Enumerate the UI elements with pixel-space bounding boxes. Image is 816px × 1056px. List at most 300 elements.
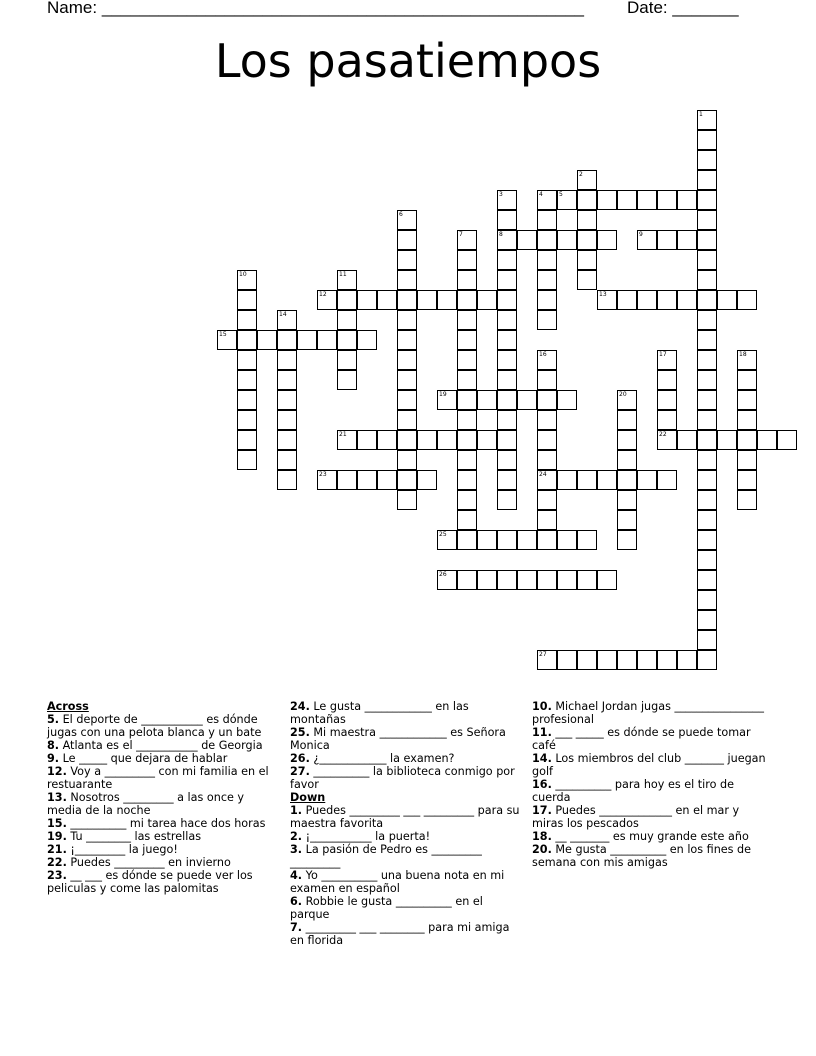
grid-cell[interactable] [377, 470, 397, 490]
grid-cell[interactable] [697, 110, 717, 130]
grid-cell[interactable] [397, 270, 417, 290]
grid-cell[interactable] [577, 650, 597, 670]
grid-cell[interactable] [397, 490, 417, 510]
across-clue [47, 843, 277, 856]
grid-cell[interactable] [417, 290, 437, 310]
grid-cell[interactable] [497, 290, 517, 310]
grid-cell[interactable] [537, 310, 557, 330]
down-clue [290, 843, 522, 869]
grid-cell[interactable] [537, 470, 557, 490]
grid-cell[interactable] [697, 350, 717, 370]
grid-cell[interactable] [277, 370, 297, 390]
down-clue [290, 869, 522, 895]
name-label-text: Name: [47, 0, 98, 17]
grid-cell[interactable] [697, 450, 717, 470]
clues-column-1 [47, 700, 277, 895]
grid-cell[interactable] [677, 650, 697, 670]
grid-cell[interactable] [537, 210, 557, 230]
clue-text: __________ mi tarea hace dos horas [66, 817, 266, 830]
name-field[interactable]: ___________________________________________________ [101, 0, 584, 17]
across-clue [290, 700, 522, 726]
grid-cell[interactable] [557, 230, 577, 250]
grid-cell[interactable] [697, 650, 717, 670]
grid-cell[interactable] [637, 650, 657, 670]
grid-cell[interactable] [537, 370, 557, 390]
clue-number: 12 [319, 291, 327, 298]
grid-cell[interactable] [737, 370, 757, 390]
grid-cell[interactable] [557, 390, 577, 410]
clue-text: __________ para hoy es el tiro de cuerda [532, 778, 735, 804]
grid-cell[interactable] [337, 430, 357, 450]
across-clue [290, 726, 522, 752]
grid-cell[interactable] [577, 250, 597, 270]
grid-cell[interactable] [237, 370, 257, 390]
clue-number: 11 [339, 271, 347, 278]
clue-number-label: 22. [47, 856, 67, 869]
grid-cell[interactable] [497, 370, 517, 390]
clue-number: 2 [579, 171, 583, 178]
grid-cell[interactable] [697, 210, 717, 230]
grid-cell[interactable] [237, 430, 257, 450]
down-clue [532, 778, 766, 804]
grid-cell[interactable] [457, 230, 477, 250]
grid-cell[interactable] [697, 530, 717, 550]
clue-number: 21 [339, 431, 347, 438]
grid-cell[interactable] [397, 310, 417, 330]
grid-cell[interactable] [537, 410, 557, 430]
grid-cell[interactable] [317, 330, 337, 350]
grid-cell[interactable] [697, 370, 717, 390]
grid-cell[interactable] [537, 190, 557, 210]
grid-cell[interactable] [617, 290, 637, 310]
grid-cell[interactable] [437, 390, 457, 410]
grid-cell[interactable] [657, 410, 677, 430]
grid-cell[interactable] [657, 230, 677, 250]
clue-number: 26 [439, 571, 447, 578]
grid-cell[interactable] [397, 350, 417, 370]
grid-cell[interactable] [397, 390, 417, 410]
grid-cell[interactable] [617, 430, 637, 450]
grid-cell[interactable] [537, 390, 557, 410]
grid-cell[interactable] [697, 470, 717, 490]
grid-cell[interactable] [657, 190, 677, 210]
grid-cell[interactable] [697, 610, 717, 630]
clue-number-label: 11. [532, 726, 552, 739]
grid-cell[interactable] [497, 390, 517, 410]
grid-cell[interactable] [577, 170, 597, 190]
clue-text: Tu ________ las estrellas [66, 830, 202, 843]
clue-number: 10 [239, 271, 247, 278]
grid-cell[interactable] [277, 310, 297, 330]
clue-number: 3 [499, 191, 503, 198]
grid-cell[interactable] [677, 230, 697, 250]
grid-cell[interactable] [517, 570, 537, 590]
grid-cell[interactable] [377, 430, 397, 450]
grid-cell[interactable] [697, 630, 717, 650]
clue-text: Me gusta __________ en los fines de semana con mis amigas [532, 843, 752, 869]
clue-text: Voy a _________ con mi familia en el restuarante [47, 765, 269, 791]
grid-cell[interactable] [717, 430, 737, 450]
grid-cell[interactable] [657, 650, 677, 670]
grid-cell[interactable] [597, 190, 617, 210]
grid-cell[interactable] [757, 430, 777, 450]
grid-cell[interactable] [537, 490, 557, 510]
across-clue [47, 869, 277, 895]
grid-cell[interactable] [697, 590, 717, 610]
grid-cell[interactable] [237, 350, 257, 370]
down-clue-list-continued [532, 700, 766, 869]
grid-cell[interactable] [697, 490, 717, 510]
grid-cell[interactable] [457, 430, 477, 450]
grid-cell[interactable] [497, 270, 517, 290]
grid-cell[interactable] [317, 290, 337, 310]
grid-cell[interactable] [497, 470, 517, 490]
grid-cell[interactable] [617, 470, 637, 490]
grid-cell[interactable] [497, 530, 517, 550]
clue-number-label: 21. [47, 843, 67, 856]
grid-cell[interactable] [497, 190, 517, 210]
grid-cell[interactable] [697, 510, 717, 530]
clue-number-label: 15. [47, 817, 67, 830]
grid-cell[interactable] [317, 470, 337, 490]
grid-cell[interactable] [637, 470, 657, 490]
date-label-text: Date: [627, 0, 668, 17]
grid-cell[interactable] [617, 650, 637, 670]
grid-cell[interactable] [597, 290, 617, 310]
grid-cell[interactable] [257, 330, 277, 350]
grid-cell[interactable] [237, 410, 257, 430]
grid-cell[interactable] [737, 450, 757, 470]
grid-cell[interactable] [437, 530, 457, 550]
grid-cell[interactable] [497, 570, 517, 590]
down-clue [532, 804, 766, 830]
grid-cell[interactable] [457, 310, 477, 330]
across-clue [47, 765, 277, 791]
grid-cell[interactable] [457, 290, 477, 310]
grid-cell[interactable] [577, 210, 597, 230]
down-clue [290, 921, 522, 947]
grid-cell[interactable] [477, 390, 497, 410]
grid-cell[interactable] [737, 410, 757, 430]
grid-cell[interactable] [457, 370, 477, 390]
grid-cell[interactable] [617, 510, 637, 530]
grid-cell[interactable] [597, 470, 617, 490]
grid-cell[interactable] [657, 350, 677, 370]
grid-cell[interactable] [617, 390, 637, 410]
clue-number-label: 19. [47, 830, 67, 843]
clue-text: ¿____________ la examen? [309, 752, 455, 765]
grid-cell[interactable] [677, 290, 697, 310]
grid-cell[interactable] [237, 390, 257, 410]
grid-cell[interactable] [457, 410, 477, 430]
grid-cell[interactable] [337, 330, 357, 350]
grid-cell[interactable] [397, 470, 417, 490]
clue-number-label: 24. [290, 700, 310, 713]
clue-text: Puedes _________ ___ _________ para su maestra favorita [290, 804, 520, 830]
grid-cell[interactable] [497, 350, 517, 370]
grid-cell[interactable] [457, 250, 477, 270]
grid-cell[interactable] [457, 570, 477, 590]
clue-number-label: 12. [47, 765, 67, 778]
grid-cell[interactable] [697, 390, 717, 410]
grid-cell[interactable] [657, 290, 677, 310]
grid-cell[interactable] [237, 330, 257, 350]
grid-cell[interactable] [537, 510, 557, 530]
grid-cell[interactable] [337, 270, 357, 290]
grid-cell[interactable] [497, 310, 517, 330]
grid-cell[interactable] [617, 410, 637, 430]
grid-cell[interactable] [617, 190, 637, 210]
grid-cell[interactable] [337, 350, 357, 370]
grid-cell[interactable] [537, 350, 557, 370]
grid-cell[interactable] [437, 290, 457, 310]
grid-cell[interactable] [217, 330, 237, 350]
grid-cell[interactable] [277, 350, 297, 370]
grid-cell[interactable] [437, 430, 457, 450]
grid-cell[interactable] [357, 470, 377, 490]
across-clue [47, 739, 277, 752]
grid-cell[interactable] [397, 210, 417, 230]
grid-cell[interactable] [697, 430, 717, 450]
grid-cell[interactable] [277, 470, 297, 490]
grid-cell[interactable] [697, 310, 717, 330]
across-clue-list-continued [290, 700, 522, 791]
across-heading: Across [47, 700, 89, 713]
grid-cell[interactable] [537, 650, 557, 670]
grid-cell[interactable] [237, 450, 257, 470]
clue-number: 22 [659, 431, 667, 438]
clue-text: ¡___________ la puerta! [302, 830, 431, 843]
grid-cell[interactable] [497, 250, 517, 270]
grid-cell[interactable] [617, 450, 637, 470]
grid-cell[interactable] [497, 230, 517, 250]
grid-cell[interactable] [517, 390, 537, 410]
grid-cell[interactable] [277, 430, 297, 450]
clues-column-2 [290, 700, 522, 947]
grid-cell[interactable] [697, 290, 717, 310]
grid-cell[interactable] [697, 250, 717, 270]
grid-cell[interactable] [697, 130, 717, 150]
grid-cell[interactable] [737, 470, 757, 490]
grid-cell[interactable] [697, 550, 717, 570]
grid-cell[interactable] [397, 290, 417, 310]
grid-cell[interactable] [457, 450, 477, 470]
clue-number-label: 27. [290, 765, 310, 778]
grid-cell[interactable] [737, 390, 757, 410]
grid-cell[interactable] [237, 290, 257, 310]
grid-cell[interactable] [457, 490, 477, 510]
clue-text: __ _______ es muy grande este año [551, 830, 749, 843]
clue-number: 23 [319, 471, 327, 478]
clue-number-label: 17. [532, 804, 552, 817]
grid-cell[interactable] [577, 570, 597, 590]
grid-cell[interactable] [537, 570, 557, 590]
grid-cell[interactable] [497, 450, 517, 470]
clue-number-label: 13. [47, 791, 67, 804]
grid-cell[interactable] [737, 290, 757, 310]
grid-cell[interactable] [617, 490, 637, 510]
grid-cell[interactable] [337, 310, 357, 330]
clue-number-label: 4. [290, 869, 303, 882]
clue-number: 5 [559, 191, 563, 198]
grid-cell[interactable] [557, 530, 577, 550]
grid-cell[interactable] [397, 250, 417, 270]
grid-cell[interactable] [737, 490, 757, 510]
clue-text: Robbie le gusta __________ en el parque [290, 895, 483, 921]
grid-cell[interactable] [597, 570, 617, 590]
grid-cell[interactable] [697, 230, 717, 250]
grid-cell[interactable] [637, 290, 657, 310]
grid-cell[interactable] [357, 430, 377, 450]
grid-cell[interactable] [277, 450, 297, 470]
grid-cell[interactable] [237, 270, 257, 290]
grid-cell[interactable] [397, 450, 417, 470]
grid-cell[interactable] [537, 230, 557, 250]
grid-cell[interactable] [537, 430, 557, 450]
down-clue [290, 830, 522, 843]
grid-cell[interactable] [417, 470, 437, 490]
grid-cell[interactable] [437, 570, 457, 590]
grid-cell[interactable] [597, 230, 617, 250]
grid-cell[interactable] [457, 350, 477, 370]
clue-text: ¡_________ la juego! [66, 843, 178, 856]
grid-cell[interactable] [397, 330, 417, 350]
clue-text: _________ ___ ________ para mi amiga en florida [290, 921, 510, 947]
grid-cell[interactable] [657, 390, 677, 410]
grid-cell[interactable] [457, 270, 477, 290]
grid-cell[interactable] [397, 370, 417, 390]
grid-cell[interactable] [717, 290, 737, 310]
grid-cell[interactable] [577, 270, 597, 290]
clue-text: Atlanta es el ___________ de Georgia [59, 739, 263, 752]
grid-cell[interactable] [417, 430, 437, 450]
grid-cell[interactable] [377, 290, 397, 310]
grid-cell[interactable] [697, 330, 717, 350]
grid-cell[interactable] [337, 290, 357, 310]
grid-cell[interactable] [477, 430, 497, 450]
grid-cell[interactable] [537, 450, 557, 470]
grid-cell[interactable] [697, 150, 717, 170]
grid-cell[interactable] [577, 470, 597, 490]
grid-cell[interactable] [697, 410, 717, 430]
grid-cell[interactable] [457, 470, 477, 490]
grid-cell[interactable] [397, 230, 417, 250]
grid-cell[interactable] [577, 190, 597, 210]
down-clue [532, 843, 766, 869]
clue-number: 4 [539, 191, 543, 198]
grid-cell[interactable] [517, 530, 537, 550]
grid-cell[interactable] [497, 210, 517, 230]
down-clue [532, 726, 766, 752]
grid-cell[interactable] [637, 190, 657, 210]
clue-number-label: 7. [290, 921, 303, 934]
grid-cell[interactable] [457, 530, 477, 550]
date-field[interactable]: _______ [672, 0, 739, 17]
grid-cell[interactable] [477, 570, 497, 590]
grid-cell[interactable] [397, 410, 417, 430]
down-clue [532, 830, 766, 843]
grid-cell[interactable] [537, 250, 557, 270]
grid-cell[interactable] [557, 470, 577, 490]
grid-cell[interactable] [517, 230, 537, 250]
grid-cell[interactable] [737, 430, 757, 450]
grid-cell[interactable] [677, 190, 697, 210]
grid-cell[interactable] [397, 430, 417, 450]
clue-text: __________ la biblioteca conmigo por favor [290, 765, 515, 791]
clue-number: 1 [699, 111, 703, 118]
across-clue [47, 817, 277, 830]
grid-cell[interactable] [777, 430, 797, 450]
clue-text: Le _____ que dejara de hablar [59, 752, 228, 765]
grid-cell[interactable] [657, 430, 677, 450]
grid-cell[interactable] [697, 270, 717, 290]
grid-cell[interactable] [657, 470, 677, 490]
clue-number: 17 [659, 351, 667, 358]
grid-cell[interactable] [337, 370, 357, 390]
grid-cell[interactable] [497, 410, 517, 430]
clue-number-label: 16. [532, 778, 552, 791]
clue-text: Mi maestra ____________ es Señora Monica [290, 726, 506, 752]
grid-cell[interactable] [537, 530, 557, 550]
clue-number-label: 3. [290, 843, 303, 856]
across-clue [47, 856, 277, 869]
grid-cell[interactable] [537, 270, 557, 290]
grid-cell[interactable] [477, 530, 497, 550]
grid-cell[interactable] [737, 350, 757, 370]
grid-cell[interactable] [277, 410, 297, 430]
grid-cell[interactable] [697, 190, 717, 210]
grid-cell[interactable] [697, 170, 717, 190]
clue-number-label: 6. [290, 895, 303, 908]
grid-cell[interactable] [637, 230, 657, 250]
grid-cell[interactable] [557, 650, 577, 670]
grid-cell[interactable] [557, 570, 577, 590]
clues-column-3 [532, 700, 766, 869]
grid-cell[interactable] [457, 390, 477, 410]
grid-cell[interactable] [237, 310, 257, 330]
grid-cell[interactable] [657, 370, 677, 390]
grid-cell[interactable] [277, 390, 297, 410]
grid-cell[interactable] [557, 190, 577, 210]
clue-number-label: 23. [47, 869, 67, 882]
grid-cell[interactable] [617, 530, 637, 550]
grid-cell[interactable] [577, 530, 597, 550]
grid-cell[interactable] [597, 650, 617, 670]
grid-cell[interactable] [357, 290, 377, 310]
grid-cell[interactable] [537, 290, 557, 310]
grid-cell[interactable] [277, 330, 297, 350]
clue-number-label: 5. [47, 713, 60, 726]
grid-cell[interactable] [497, 330, 517, 350]
grid-cell[interactable] [497, 430, 517, 450]
grid-cell[interactable] [697, 570, 717, 590]
clue-number: 13 [599, 291, 607, 298]
clue-number-label: 26. [290, 752, 310, 765]
grid-cell[interactable] [577, 230, 597, 250]
grid-cell[interactable] [457, 510, 477, 530]
grid-cell[interactable] [337, 470, 357, 490]
grid-cell[interactable] [477, 290, 497, 310]
grid-cell[interactable] [297, 330, 317, 350]
grid-cell[interactable] [677, 430, 697, 450]
clue-text: La pasión de Pedro es _________ _________ [290, 843, 482, 869]
grid-cell[interactable] [457, 330, 477, 350]
clue-text: Puedes _________ en invierno [66, 856, 231, 869]
down-clue [290, 804, 522, 830]
clue-text: Le gusta ____________ en las montañas [290, 700, 469, 726]
grid-cell[interactable] [357, 330, 377, 350]
grid-cell[interactable] [497, 490, 517, 510]
